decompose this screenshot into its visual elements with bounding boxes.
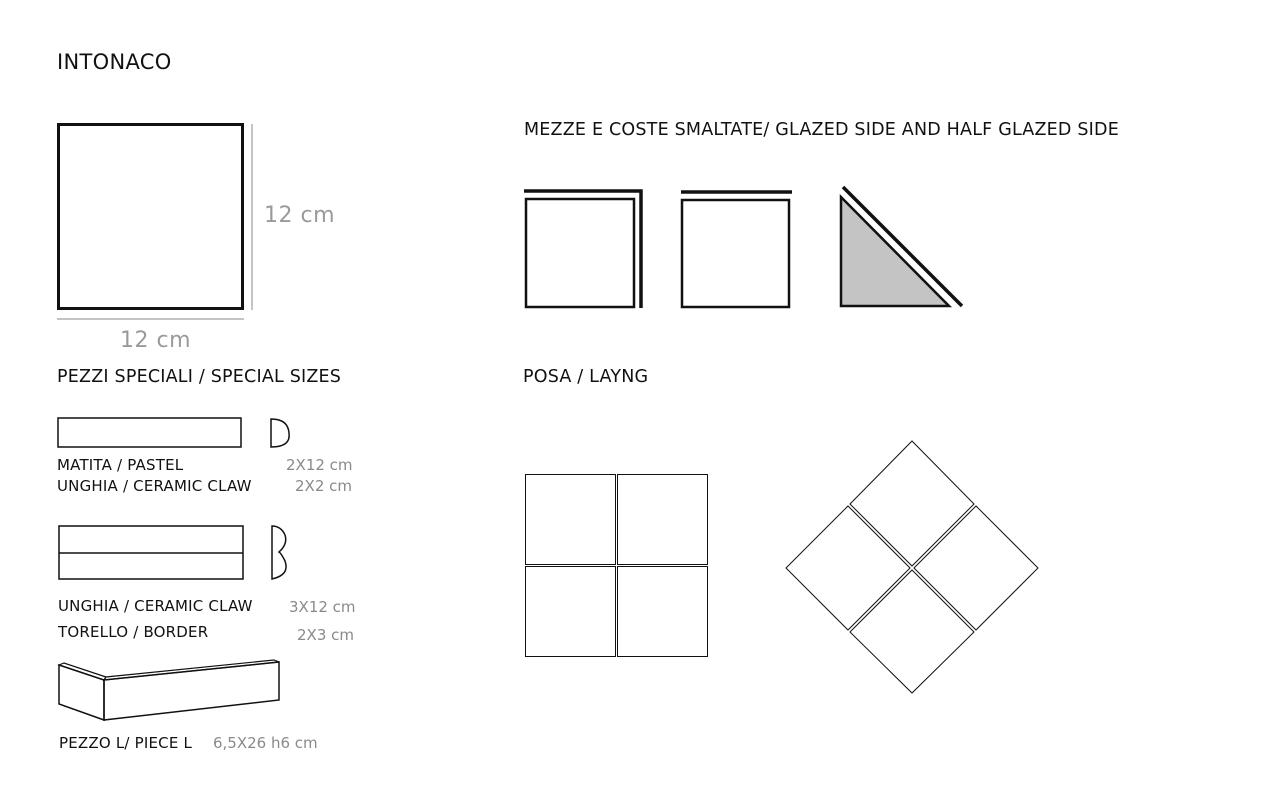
straight-laying-icon <box>526 475 708 657</box>
diagonal-laying-icon <box>786 441 1038 693</box>
page-title: INTONACO <box>57 50 172 74</box>
glazed-triangle-icon <box>841 187 962 306</box>
claw-icon <box>59 526 243 579</box>
main-tile-width-label: 12 cm <box>120 328 192 353</box>
pastel-icon <box>58 418 241 447</box>
claw-small-label: UNGHIA / CERAMIC CLAW <box>57 477 252 495</box>
piece-l-icon <box>59 660 279 720</box>
main-tile-height-label: 12 cm <box>264 203 336 228</box>
claw-profile-icon <box>272 526 286 579</box>
claw-size: 3X12 cm <box>289 598 356 616</box>
claw-label: UNGHIA / CERAMIC CLAW <box>58 597 253 615</box>
pastel-profile-icon <box>271 419 289 447</box>
laying-patterns <box>0 0 540 280</box>
special-heading: PEZZI SPECIALI / SPECIAL SIZES <box>57 367 342 387</box>
border-size: 2X3 cm <box>297 626 354 644</box>
piece-l-size: 6,5X26 h6 cm <box>213 734 318 752</box>
glazed-corner-icon <box>524 191 641 308</box>
glazed-heading: MEZZE E COSTE SMALTATE/ GLAZED SIDE AND HALF GLAZED SIDE <box>524 120 1119 140</box>
laying-heading: POSA / LAYNG <box>523 367 649 387</box>
claw-small-size: 2X2 cm <box>295 477 352 495</box>
border-label: TORELLO / BORDER <box>58 623 209 641</box>
glazed-top-icon <box>681 192 792 307</box>
piece-l-label: PEZZO L/ PIECE L <box>59 734 193 752</box>
pastel-size: 2X12 cm <box>286 456 353 474</box>
pastel-label: MATITA / PASTEL <box>57 456 184 474</box>
